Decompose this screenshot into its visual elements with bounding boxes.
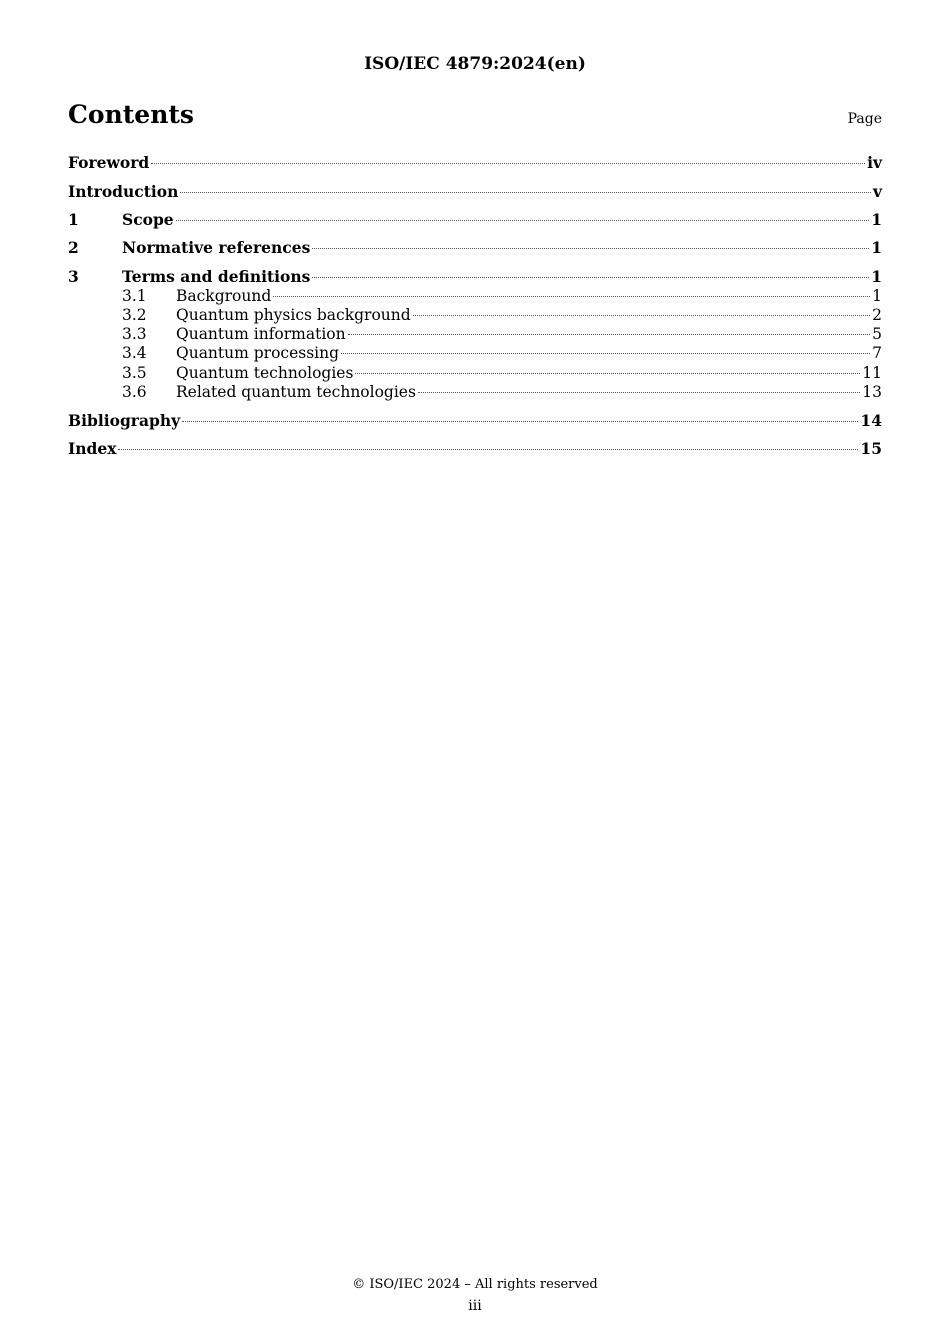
toc-entry-title: Quantum information [176,325,346,343]
contents-title-row [68,100,882,129]
toc-entry-title: Foreword [68,153,150,172]
toc-dot-leader [413,315,870,316]
toc-entry-bibliography[interactable] [68,411,882,430]
toc-entry-title: Quantum technologies [176,364,354,382]
toc-entry-page: 1 [871,238,882,257]
toc-entry-page: 1 [871,210,882,229]
page-column-label: Page [847,111,882,127]
toc-entry-number: 3.6 [122,383,147,401]
contents-title: Contents [68,100,195,129]
toc-entry-title: Index [68,439,117,458]
toc-entry-number: 3.3 [122,325,147,343]
toc-dot-leader [176,220,870,221]
toc-dot-leader [151,163,865,164]
toc-entry-page: 1 [872,287,882,305]
toc-dot-leader [182,421,858,422]
toc-entry-terms-and-definitions[interactable] [68,267,882,286]
copyright-footer: © ISO/IEC 2024 – All rights reserved [352,1277,598,1292]
toc-entry-3-6-related-quantum-technologies[interactable] [68,383,882,401]
toc-entry-number: 2 [68,238,79,257]
toc-dot-leader [418,392,860,393]
toc-entry-page: 14 [860,411,882,430]
toc-dot-leader [341,353,870,354]
toc-entry-number: 3.2 [122,306,147,324]
toc-dot-leader [118,449,858,450]
toc-dot-leader [312,248,869,249]
toc-entry-title: Bibliography [68,411,181,430]
toc-dot-leader [355,373,860,374]
toc-entry-page: 7 [872,344,882,362]
toc-entry-3-3-quantum-information[interactable] [68,325,882,343]
toc-entry-index[interactable] [68,439,882,458]
toc-entry-number: 1 [68,210,79,229]
toc-entry-number: 3.5 [122,364,147,382]
toc-dot-leader [348,334,871,335]
toc-entry-title: Introduction [68,182,179,201]
toc-entry-number: 3.1 [122,287,147,305]
toc-entry-3-4-quantum-processing[interactable] [68,344,882,362]
toc-entry-foreword[interactable] [68,153,882,172]
toc-entry-3-5-quantum-technologies[interactable] [68,364,882,382]
toc-entry-title: Quantum physics background [176,306,411,324]
toc-entry-title: Related quantum technologies [176,383,416,401]
document-id-header: ISO/IEC 4879:2024(en) [364,54,586,74]
toc-entry-title: Background [176,287,272,305]
toc-entry-title: Scope [122,210,174,229]
toc-entry-3-1-background[interactable] [68,287,882,305]
toc-entry-page: 5 [872,325,882,343]
toc-dot-leader [312,277,869,278]
toc-entry-number: 3.4 [122,344,147,362]
toc-entry-title: Terms and definitions [122,267,311,286]
toc-dot-leader [273,296,870,297]
page-number: iii [468,1298,482,1314]
toc-entry-title: Quantum processing [176,344,340,362]
toc-entry-page: 11 [862,364,882,382]
toc-entry-normative-references[interactable] [68,238,882,257]
toc-entry-title: Normative references [122,238,311,257]
toc-entry-page: 13 [862,383,882,401]
toc-entry-page: 1 [871,267,882,286]
toc-entry-page: v [872,182,882,201]
toc-entry-number: 3 [68,267,79,286]
toc-dot-leader [180,192,871,193]
toc-entry-page: 15 [860,439,882,458]
toc-entry-introduction[interactable] [68,182,882,201]
toc-entry-3-2-quantum-physics-background[interactable] [68,306,882,324]
toc-entry-page: iv [867,153,882,172]
toc-entry-scope[interactable] [68,210,882,229]
toc-entry-page: 2 [872,306,882,324]
